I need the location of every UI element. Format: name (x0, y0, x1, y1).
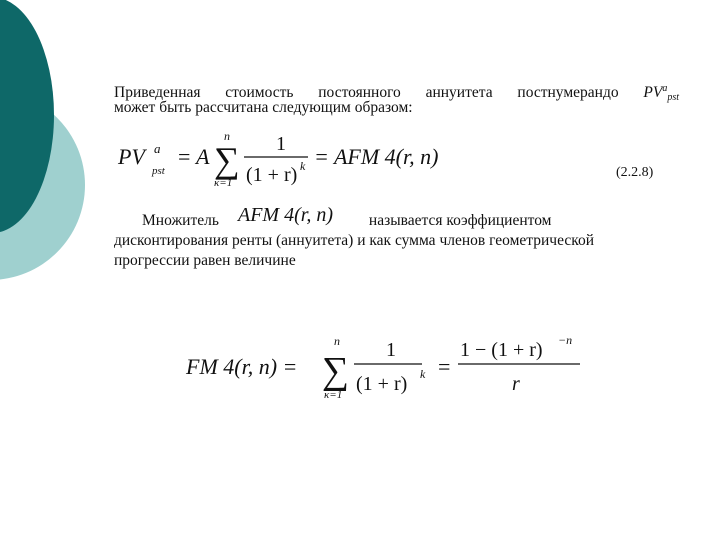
f2-numerator: 1 (386, 339, 396, 361)
decorative-circles (0, 0, 100, 300)
paragraph-line-2: может быть рассчитана следующим образом: (114, 99, 413, 116)
f1-equals: = (178, 144, 191, 169)
line1-text: Приведенная стоимость постоянного аннуитета постнумерандо (114, 84, 619, 101)
f2-equals: = (438, 354, 451, 379)
formula-inline-afm (230, 200, 360, 230)
f1-lhs: PV (118, 144, 145, 169)
f1-lhs-sup: a (154, 141, 161, 156)
f1-sum-lower: κ=1 (214, 177, 233, 189)
f2-sum-upper: n (334, 334, 340, 348)
f1-exponent: k (300, 159, 306, 173)
f1-denominator: (1 + r) (246, 164, 298, 186)
f1-lhs-sub: pst (152, 165, 165, 177)
f1-rhs: = AFM 4(r, n) (314, 144, 439, 169)
f1-coef: A (196, 144, 210, 169)
equation-number: (2.2.8) (616, 165, 654, 180)
mult-rest: называется коэффициентом (368, 212, 552, 229)
f2-denominator: (1 + r) (356, 373, 408, 395)
f2-sum-lower: κ=1 (324, 389, 343, 401)
f2-lhs: FM 4(r, n) = (186, 354, 298, 379)
paragraph-line-3 (114, 211, 679, 230)
f2-rhs-exponent: −n (558, 333, 573, 347)
paragraph-line-4: дисконтирования ренты (аннуитета) и как сумма членов геометрической (114, 232, 595, 249)
paragraph-line-5: прогрессии равен величине (114, 252, 296, 269)
f2-exponent: k (420, 367, 426, 381)
formula-pv-annuity (110, 126, 470, 196)
f2-rhs-denominator: r (512, 373, 520, 395)
f1-sum-upper: n (224, 129, 230, 143)
f1-sigma: ∑ (214, 140, 240, 180)
f2-sigma: ∑ (322, 350, 350, 392)
pv-symbol: $PV^a_{pst}$ (643, 83, 679, 103)
f2-rhs-numerator: 1 − (1 + r) (460, 339, 543, 361)
f1-numerator: 1 (276, 133, 286, 155)
inline-afm-text: AFM 4(r, n) (238, 204, 333, 226)
mult-word: Множитель (142, 212, 219, 229)
formula-fm4 (180, 328, 600, 406)
